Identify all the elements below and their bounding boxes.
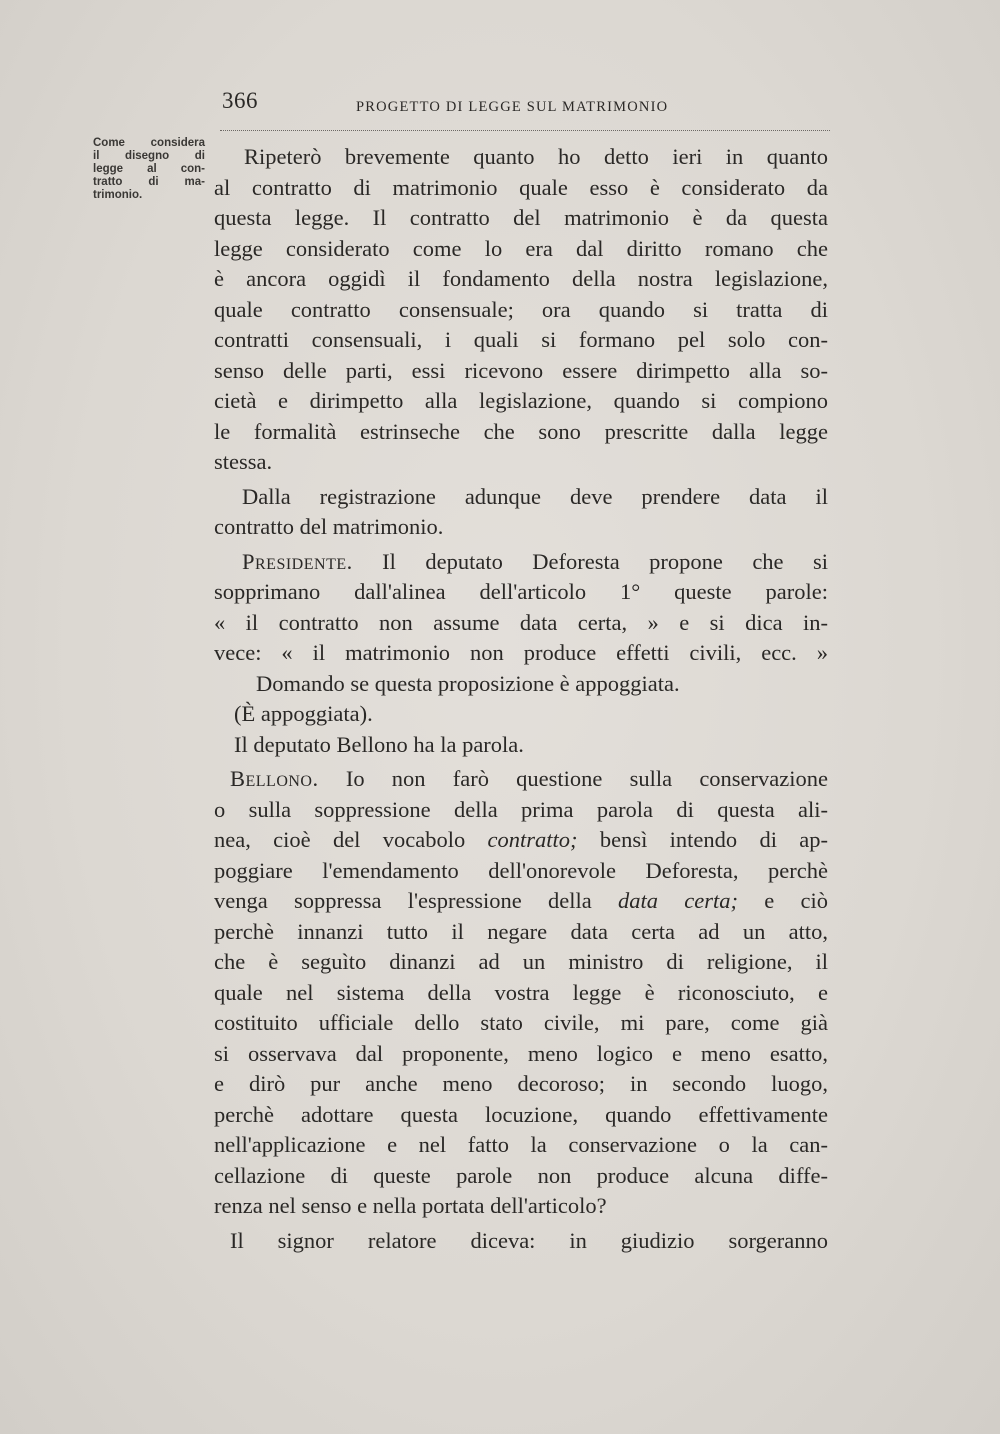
text-line: vece: « il matrimonio non produce effetti civili, ecc. » [214,640,828,665]
italic-text: data certa; [618,888,738,913]
line-text: e ciò [737,888,828,913]
line-text: venga soppressa l'espressione della [214,888,618,913]
text-line: contratti consensuali, i quali si formano pel solo con- [214,327,828,352]
text-line: quale contratto consensuale; ora quando si tratta di [214,296,828,322]
text-line [214,764,828,795]
paragraph-3 [214,547,828,669]
paragraph-1 [214,142,828,478]
header-rule [220,130,830,131]
body-text [214,142,828,1256]
text-line: Domando se questa proposizione è appoggiata. [256,670,680,696]
margin-note-line: Come considera [93,137,205,149]
text-line: senso delle parti, essi ricevono essere dirimpetto alla so- [214,357,828,383]
text-line: costituito ufficiale dello stato civile, mi pare, come già [214,1010,828,1035]
paragraph-7 [214,764,828,1222]
line-text: Io non farò questione sulla conservazione [318,766,828,791]
italic-text: contratto; [487,827,578,852]
text-line: stessa. [214,449,273,474]
text-line: è ancora oggidì il fondamento della nostra legislazione, [214,266,828,291]
text-line: « il contratto non assume data certa, » e si dica in- [214,609,828,635]
text-line: che è seguìto dinanzi ad un ministro di religione, il [214,949,828,974]
line-text: bensì intendo di ap- [577,827,828,852]
text-line: cellazione di queste parole non produce alcuna diffe- [214,1162,828,1188]
text-line [214,547,828,578]
margin-note-line: legge al con- [93,163,205,175]
margin-note [93,137,205,202]
text-line: legge considerato come lo era dal diritto romano che [214,235,828,261]
line-text: Il deputato Deforesta propone che si [352,548,828,574]
text-line: perchè innanzi tutto il negare data certa ad un atto, [214,918,828,944]
text-line: renza nel senso e nella portata dell'articolo? [214,1193,607,1218]
margin-note-line: tratto di ma- [93,176,205,188]
text-line: perchè adottare questa locuzione, quando effettivamente [214,1101,828,1127]
speaker-name: Bellono. [230,766,319,791]
text-line: e dirò pur anche meno decoroso; in secondo luogo, [214,1071,828,1096]
text-line: Dalla registrazione adunque deve prendere data il [242,483,828,509]
text-line: (È appoggiata). [234,701,373,726]
text-line: sopprimano dall'alinea dell'articolo 1° queste parole: [214,579,828,604]
margin-note-line: il disegno di [93,150,205,162]
text-line: nell'applicazione e nel fatto la conservazione o la can- [214,1132,828,1157]
text-line: Il deputato Bellono ha la parola. [234,731,524,757]
running-title: PROGETTO DI LEGGE SUL MATRIMONIO [356,99,669,115]
text-line: Il signor relatore diceva: in giudizio sorgeranno [230,1227,828,1253]
margin-note-line: trimonio. [93,189,143,201]
text-line: cietà e dirimpetto alla legislazione, quando si compiono [214,388,828,413]
text-line: Ripeterò brevemente quanto ho detto ieri in quanto [244,144,828,169]
line-text: nea, cioè del vocabolo [214,827,488,852]
text-line [214,886,828,917]
page-header [218,86,830,120]
speaker-name: Presidente. [242,548,353,574]
text-line: questa legge. Il contratto del matrimonio è da questa [214,205,828,230]
text-line [214,825,828,856]
text-line: le formalità estrinseche che sono prescritte dalla legge [214,418,828,444]
text-line: si osservava dal proponente, meno logico e meno esatto, [214,1040,828,1066]
text-line: al contratto di matrimonio quale esso è considerato da [214,174,828,200]
text-line: contratto del matrimonio. [214,514,444,539]
text-line: poggiare l'emendamento dell'onorevole Deforesta, perchè [214,857,828,883]
paragraph-2 [214,482,828,543]
text-line: o sulla soppressione della prima parola di questa ali- [214,796,828,822]
text-line: quale nel sistema della vostra legge è riconosciuto, e [214,979,828,1005]
page-number: 366 [222,88,258,113]
